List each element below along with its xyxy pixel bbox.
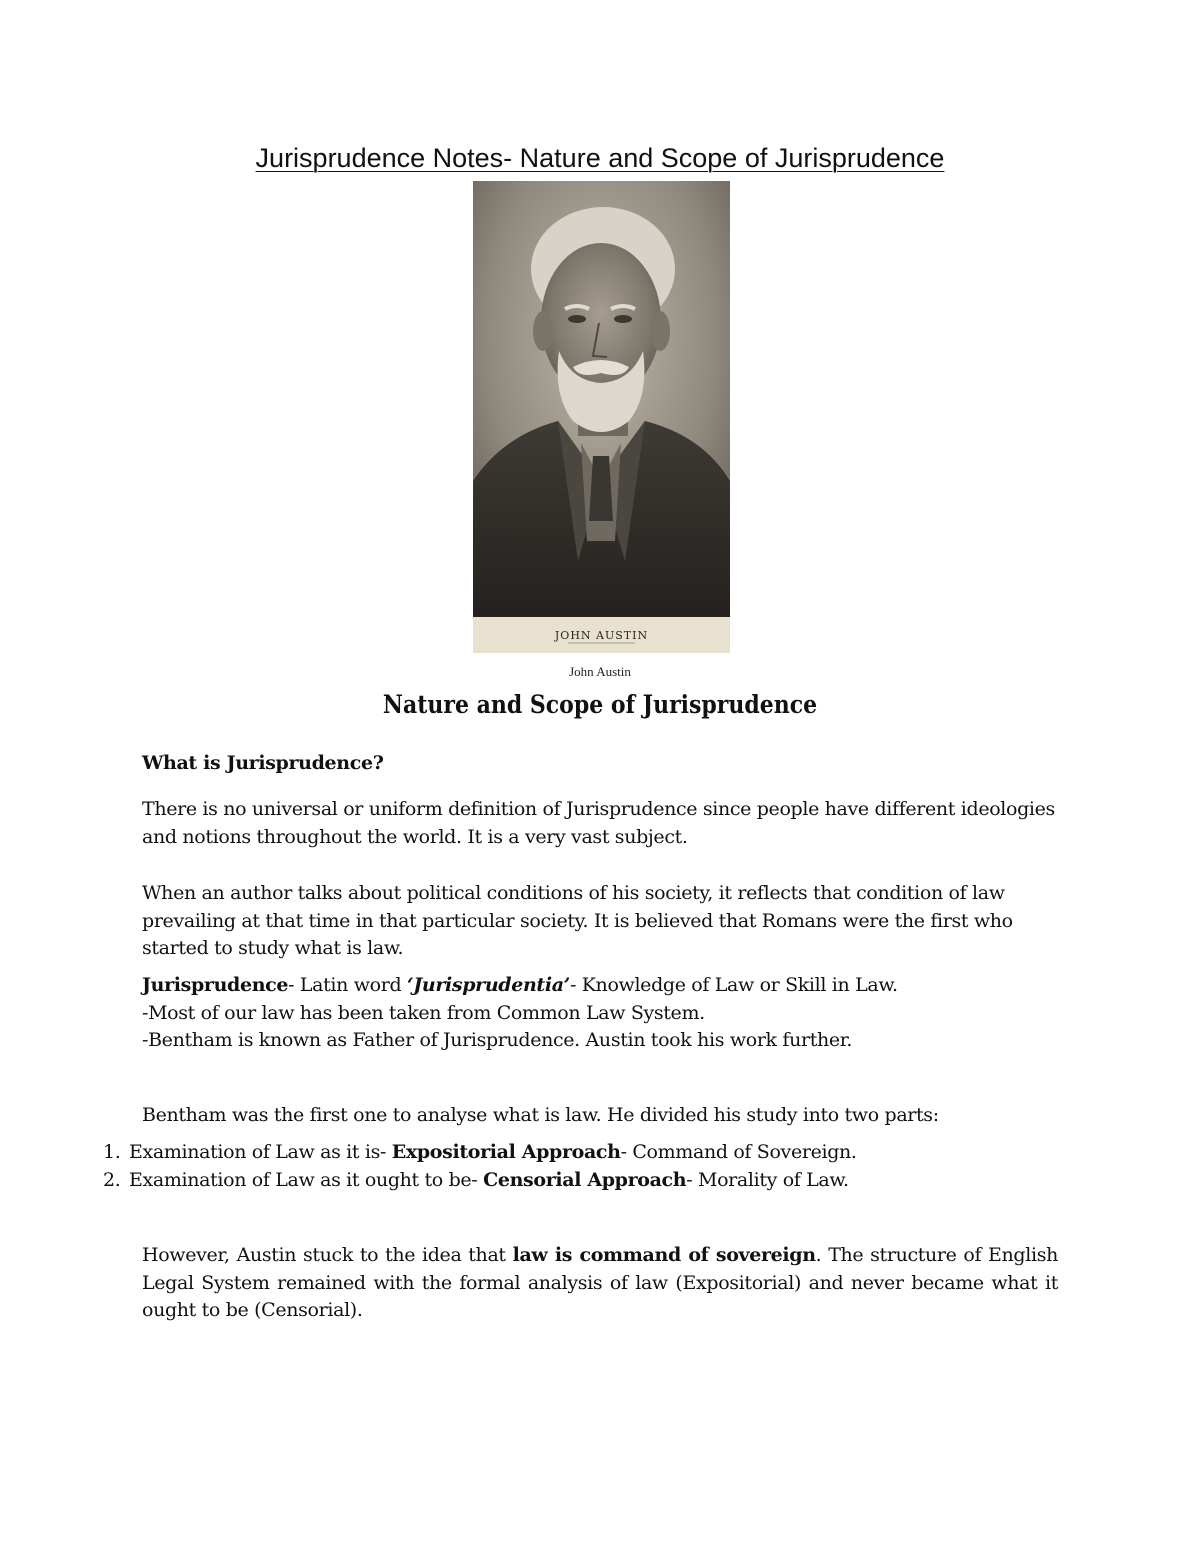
list-item [103, 1167, 1063, 1195]
definition-text-a: - Latin word [288, 974, 407, 996]
portrait-label: JOHN AUSTIN [554, 629, 649, 642]
conclusion-post: . The structure of English Legal System remained with the formal analysis of law (Expositorial) and never became what it ought to be (Censorial). [142, 1244, 1058, 1321]
paragraph-definition-intro: There is no universal or uniform definition of Jurisprudence since people have different ideologies and notions throughout the world. It is a very vast subject. [142, 798, 1055, 848]
list-item [103, 1139, 1063, 1167]
list-item-pre: Examination of Law as it ought to be- [129, 1168, 484, 1191]
portrait-photo [473, 181, 730, 653]
paragraph-bentham-analysis: Bentham was the first one to analyse what is law. He divided his study into two parts: [142, 1104, 939, 1126]
definition-term: Jurisprudence [142, 974, 289, 996]
list-item-number: 2. [103, 1168, 121, 1191]
definition-block [142, 972, 1058, 1055]
question-heading: What is Jurisprudence? [142, 752, 384, 774]
paragraph-political-conditions: When an author talks about political conditions of his society, it reflects that condition of law prevailing at that time in that particular society. It is believed that Romans were the first who started to study what is law. [142, 882, 1013, 959]
list-item-post: - Morality of Law. [686, 1168, 849, 1191]
definition-latin-term: ‘Jurisprudentia’ [406, 974, 570, 996]
list-item-text [129, 1139, 857, 1167]
conclusion-bold: law is command of sovereign [512, 1244, 816, 1266]
list-item-bold: Censorial Approach [483, 1168, 687, 1191]
list-item-post: - Command of Sovereign. [620, 1141, 857, 1163]
definition-bentham-line: -Bentham is known as Father of Jurisprudence. Austin took his work further. [142, 1029, 853, 1051]
page-title: Jurisprudence Notes- Nature and Scope of Jurisprudence [255, 143, 945, 173]
approaches-list [103, 1139, 1063, 1194]
conclusion-pre: However, Austin stuck to the idea that [142, 1244, 513, 1266]
list-item-pre: Examination of Law as it is- [129, 1141, 392, 1163]
definition-common-law-line: -Most of our law has been taken from Common Law System. [142, 1001, 705, 1024]
image-caption: John Austin [569, 664, 631, 679]
list-item-bold: Expositorial Approach [391, 1141, 621, 1163]
john-austin-portrait [473, 181, 730, 653]
list-item-text [129, 1167, 849, 1195]
definition-text-b: - Knowledge of Law or Skill in Law. [569, 974, 898, 996]
section-heading: Nature and Scope of Jurisprudence [382, 690, 818, 719]
list-item-number: 1. [103, 1141, 121, 1163]
definition-line [142, 972, 1058, 1000]
paragraph-austin-conclusion [142, 1242, 1058, 1325]
